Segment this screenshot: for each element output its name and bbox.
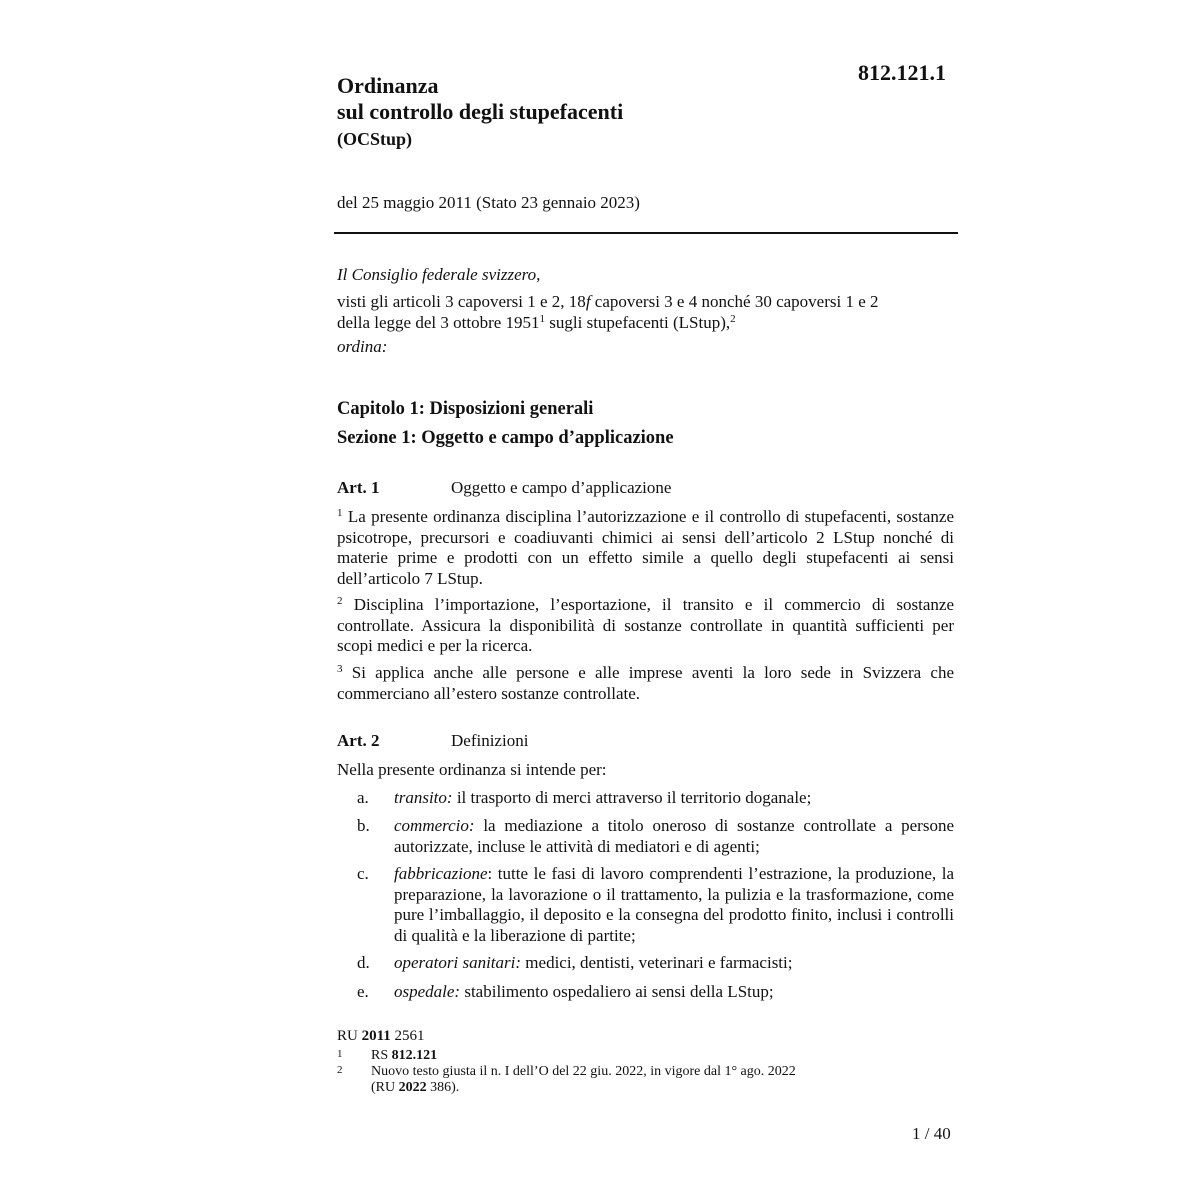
footnote-1 (337, 1048, 954, 1064)
paragraph-text: La presente ordinanza disciplina l’autorizzazione e il controllo di stupefacenti, sostanze psicotrope, precursori e coadiuvanti chimici ai sensi dell’articolo 2 LStup nonché di materie prime e prodotti con un effetto simile a quello degli stupefacenti ai sensi dell’articolo 7 LStup. (337, 507, 954, 588)
ru-page: 2561 (390, 1028, 425, 1044)
item-label: b. (357, 816, 370, 835)
chapter-heading: Capitolo 1: Disposizioni generali (337, 399, 594, 419)
title-abbreviation: (OCStup) (337, 129, 413, 149)
header-divider (334, 232, 958, 234)
ru-prefix: RU (337, 1028, 362, 1044)
preamble-text: della legge del 3 ottobre 1951 (337, 313, 540, 332)
preamble-text: visti gli articoli 3 capoversi 1 e 2, 18 (337, 292, 586, 311)
definition-text: stabilimento ospedaliero ai sensi della LStup; (460, 982, 774, 1001)
footnote-text: 386). (426, 1080, 460, 1095)
definition-item-a (357, 788, 954, 809)
footnote-link[interactable]: 2022 (398, 1080, 427, 1095)
preamble-line-1 (337, 292, 879, 313)
art1-number: Art. 1 (337, 478, 380, 497)
definition-text: il trasporto di merci attraverso il territorio doganale; (452, 788, 812, 807)
paragraph-text: Disciplina l’importazione, l’esportazione, il transito e il commercio di sostanze controllate. Assicura la disponibilità di sostanze controllate in quantità sufficienti per scopi medici e per la ricerca. (337, 595, 954, 655)
art1-paragraph-3 (337, 663, 954, 704)
preamble-text-italic: f (585, 292, 591, 311)
footnote-text: RS (371, 1048, 392, 1063)
item-label: a. (357, 788, 369, 807)
definition-term: fabbricazione (394, 864, 488, 883)
definition-item-b (357, 816, 954, 857)
definition-term: ospedale: (394, 982, 461, 1001)
definition-item-e (357, 982, 954, 1003)
footnote-2 (337, 1064, 954, 1096)
art1-paragraph-1 (337, 507, 954, 589)
definition-term: transito: (394, 788, 453, 807)
preamble-line-2 (337, 313, 736, 334)
preamble-text: capoversi 3 e 4 nonché 30 capoversi 1 e 2 (590, 292, 879, 311)
footnote-text-line-2 (371, 1080, 954, 1096)
footnote-ref-1[interactable]: 1 (539, 313, 546, 325)
footnote-link[interactable]: 812.121 (391, 1048, 438, 1063)
footnote-text: (RU (371, 1080, 399, 1095)
preamble-authority: Il Consiglio federale svizzero, (337, 265, 541, 284)
paragraph-text: Si applica anche alle persone e alle imprese aventi la loro sede in Svizzera che commerciano all’estero sostanze controllate. (337, 663, 954, 703)
definition-term: commercio: (394, 816, 475, 835)
footnote-number: 2 (337, 1064, 343, 1076)
art2-intro: Nella presente ordinanza si intende per: (337, 760, 607, 779)
art2-heading (337, 731, 528, 751)
art1-title: Oggetto e campo d’applicazione (451, 478, 672, 497)
document-number: 812.121.1 (858, 60, 946, 85)
page-number: 1 / 40 (912, 1124, 951, 1143)
item-label: e. (357, 982, 369, 1001)
footnote-ref-2[interactable]: 2 (730, 313, 736, 325)
document-date: del 25 maggio 2011 (Stato 23 gennaio 2023) (337, 193, 640, 212)
item-label: d. (357, 953, 370, 972)
art1-heading (337, 478, 671, 498)
art2-number: Art. 2 (337, 731, 380, 750)
item-label: c. (357, 864, 369, 883)
definition-text: la mediazione a titolo oneroso di sostanze controllate a persone autorizzate, incluse le attività di mediatori e di agenti; (394, 816, 954, 856)
footnote-text: Nuovo testo giusta il n. I dell’O del 22 giu. 2022, in vigore dal 1° ago. 2022 (371, 1064, 796, 1079)
definition-text: : tutte le fasi di lavoro comprendenti l’estrazione, la produzione, la preparazione, la lavorazione o il trattamento, la pulizia e la trasformazione, come pure l’imballaggio, il deposito e la consegna del prodotto finito, inclusi i controlli di qualità e la liberazione di partite; (394, 864, 954, 945)
paragraph-number: 2 (337, 595, 343, 607)
footnote-number: 1 (337, 1048, 343, 1060)
official-compilation-reference (337, 1028, 425, 1045)
definition-term: operatori sanitari: (394, 953, 522, 972)
section-heading: Sezione 1: Oggetto e campo d’applicazione (337, 428, 674, 448)
paragraph-number: 3 (337, 663, 343, 675)
ru-year: 2011 (361, 1028, 391, 1044)
definition-item-d (357, 953, 954, 974)
preamble-text: sugli stupefacenti (LStup), (545, 313, 731, 332)
preamble-ordina: ordina: (337, 337, 388, 356)
art1-paragraph-2 (337, 595, 954, 657)
art2-title: Definizioni (451, 731, 529, 750)
title-line-2: sul controllo degli stupefacenti (337, 99, 624, 124)
definition-item-c (357, 864, 954, 946)
paragraph-number: 1 (337, 507, 343, 519)
definition-text: medici, dentisti, veterinari e farmacisti; (521, 953, 793, 972)
title-line-1: Ordinanza (337, 73, 439, 98)
